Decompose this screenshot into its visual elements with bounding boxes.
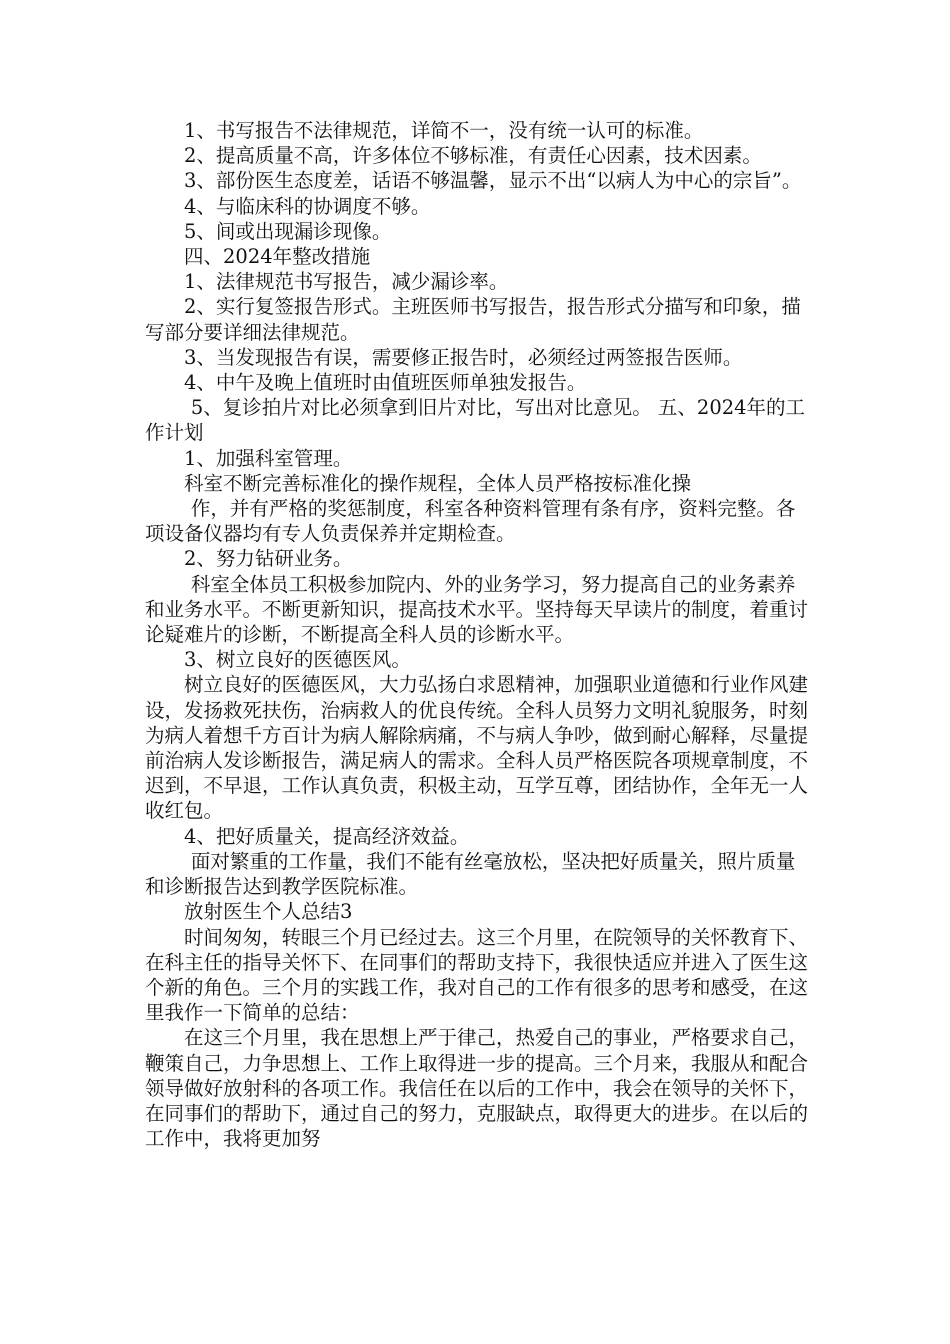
paragraph: 科室全体员工积极参加院内、外的业务学习，努力提高自己的业务素养和业务水平。不断更新知识，提高技术水平。坚持每天早读片的制度，着重讨论疑难片的诊断，不断提高全科人员的诊断水平。 <box>145 572 809 647</box>
paragraph: 3、树立良好的医德医风。 <box>184 648 411 672</box>
paragraph: 在这三个月里，我在思想上严于律己，热爱自己的事业，严格要求自己，鞭策自己，力争思想上、工作上取得进一步的提高。三个月来，我服从和配合领导做好放射科的各项工作。我信任在以后的工作中，我会在领导的关怀下，在同事们的帮助下，通过自己的努力，克服缺点，取得更大的进步。在以后的工作中，我将更加努 <box>145 1026 809 1151</box>
paragraph: 4、中午及晚上值班时由值班医师单独发报告。 <box>184 371 587 395</box>
paragraph: 1、法律规范书写报告，减少漏诊率。 <box>184 270 509 294</box>
paragraph: 5、复诊拍片对比必须拿到旧片对比，写出对比意见。 五、2024年的工作计划 <box>145 396 806 445</box>
paragraph: 1、加强科室管理。 <box>184 446 353 470</box>
paragraph: 2、实行复签报告形式。主班医师书写报告，报告形式分描写和印象，描写部分要详细法律规范。 <box>145 295 801 344</box>
paragraph: 放射医生个人总结3 <box>184 900 353 924</box>
paragraph: 3、当发现报告有误，需要修正报告时，必须经过两签报告医师。 <box>184 345 743 369</box>
paragraph: 4、与临床科的协调度不够。 <box>184 194 431 218</box>
paragraph: 科室不断完善标准化的操作规程，全体人员严格按标准化操 <box>184 471 692 495</box>
paragraph: 3、部份医生态度差，话语不够温馨，显示不出“以病人为中心的宗旨”。 <box>184 169 802 193</box>
paragraph: 1、书写报告不法律规范，详简不一，没有统一认可的标准。 <box>184 119 704 142</box>
paragraph: 作，并有严格的奖惩制度，科室各种资料管理有条有序，资料完整。各项设备仪器均有专人负责保养并定期检查。 <box>145 497 796 546</box>
paragraph: 5、间或出现漏诊现像。 <box>184 219 392 243</box>
paragraph: 4、把好质量关，提高经济效益。 <box>184 824 470 848</box>
paragraph: 时间匆匆，转眼三个月已经过去。这三个月里，在院领导的关怀教育下、在科主任的指导关怀下、在同事们的帮助支持下，我很快适应并进入了医生这个新的角色。三个月的实践工作，我对自己的工作有很多的思考和感受，在这里我作一下简单的总结： <box>145 925 809 1025</box>
paragraph: 树立良好的医德医风，大力弘扬白求恩精神，加强职业道德和行业作风建设，发扬救死扶伤，治病救人的优良传统。全科人员努力文明礼貌服务，时刻为病人着想千方百计为病人解除病痛，不与病人争吵，做到耐心解释，尽量提前治病人发诊断报告，满足病人的需求。全科人员严格医院各项规章制度，不迟到，不早退，工作认真负责，积极主动，互学互尊，团结协作，全年无一人收红包。 <box>145 673 809 823</box>
document-body <box>145 118 810 1151</box>
paragraph: 2、提高质量不高，许多体位不够标准，有责任心因素，技术因素。 <box>184 144 762 168</box>
paragraph: 四、2024年整改措施 <box>184 245 371 269</box>
paragraph: 2、努力钻研业务。 <box>184 547 353 571</box>
paragraph: 面对繁重的工作量，我们不能有丝毫放松，坚决把好质量关，照片质量和诊断报告达到教学医院标准。 <box>145 849 796 899</box>
